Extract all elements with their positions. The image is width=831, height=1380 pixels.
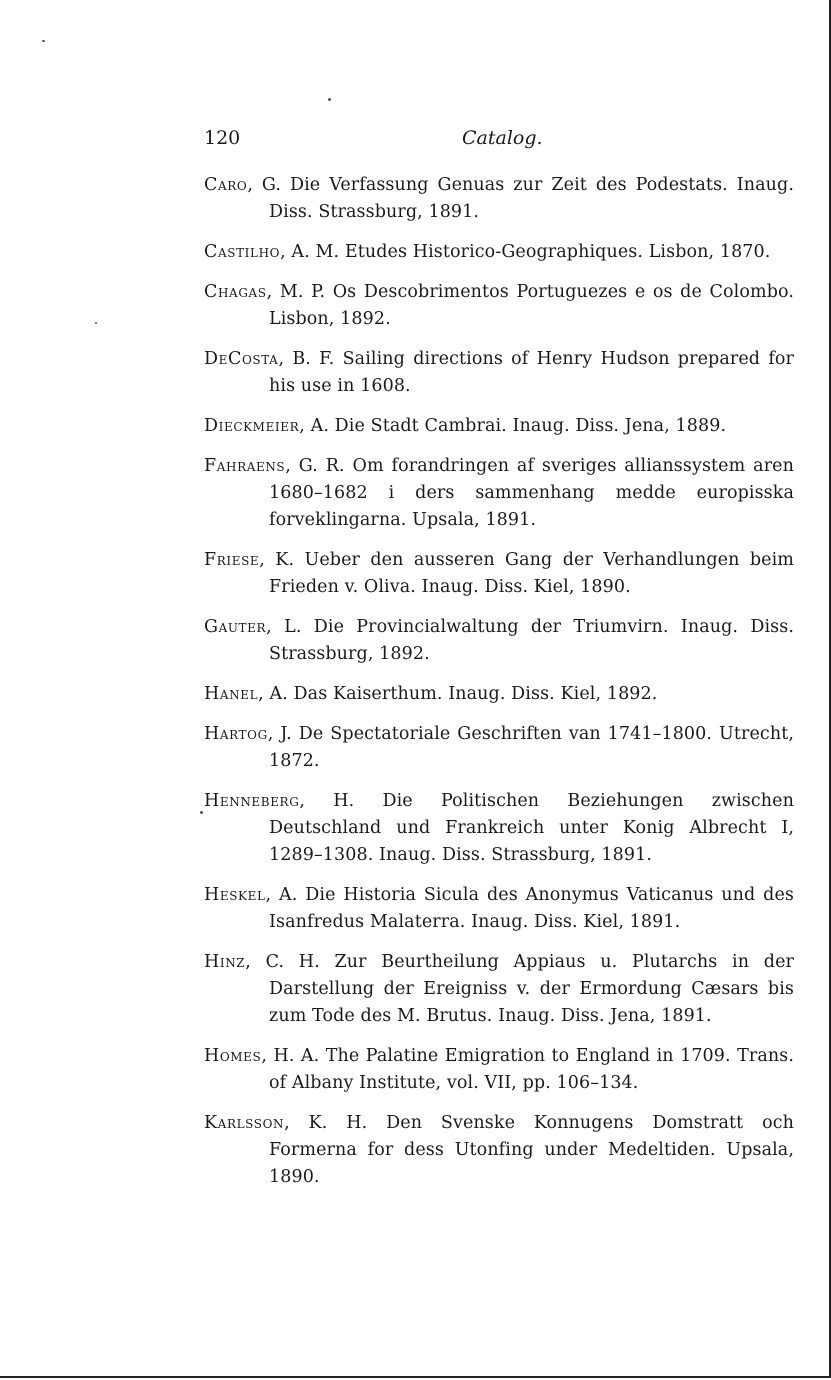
entry-details: , K. H. Den Svenske Konnugens Domstratt och Formerna for dess Utonfing under Medeltiden. Upsala, 1890. bbox=[269, 1113, 794, 1187]
author-surname: Castilho bbox=[204, 242, 281, 262]
entry-details: , L. Die Provincialwaltung der Triumvirn. Inaug. Diss. Strassburg, 1892. bbox=[266, 617, 794, 664]
author-surname: Heskel bbox=[204, 885, 266, 905]
author-surname: Hanel bbox=[204, 684, 259, 704]
entry-details: , A. Die Historia Sicula des Anonymus Vaticanus und des Isanfredus Malaterra. Inaug. Diss. Kiel, 1891. bbox=[265, 885, 794, 932]
entry-details: , C. H. Zur Beurtheilung Appiaus u. Plutarchs in der Darstellung der Ereigniss v. der Ermordung Cæsars bis zum Tode des M. Brutus. Inaug. Diss. Jena, 1891. bbox=[245, 952, 794, 1026]
entry-details: , H. A. The Palatine Emigration to England in 1709. Trans. of Albany Institute, vol. VII, pp. 106–134. bbox=[261, 1046, 794, 1093]
catalog-entry bbox=[204, 681, 794, 708]
entry-details: , G. Die Verfassung Genuas zur Zeit des Podestats. Inaug. Diss. Strassburg, 1891. bbox=[247, 175, 794, 222]
catalog-entry bbox=[204, 1043, 794, 1097]
catalog-entry bbox=[204, 547, 794, 601]
author-surname: Homes bbox=[204, 1046, 262, 1066]
author-surname: Gauter bbox=[204, 617, 267, 637]
author-surname: Chagas bbox=[204, 282, 267, 302]
author-surname: Friese bbox=[204, 550, 260, 570]
author-surname: Henneberg bbox=[204, 791, 300, 811]
entry-details: , A. M. Etudes Historico-Geographiques. Lisbon, 1870. bbox=[280, 242, 771, 262]
catalog-entry bbox=[204, 882, 794, 936]
author-surname: Hinz bbox=[204, 952, 246, 972]
author-surname: Karlsson bbox=[204, 1113, 285, 1133]
page-number: 120 bbox=[204, 127, 241, 149]
catalog-entry bbox=[204, 172, 794, 226]
catalog-entry bbox=[204, 614, 794, 668]
entry-details: , J. De Spectatoriale Geschriften van 1741–1800. Utrecht, 1872. bbox=[267, 724, 794, 771]
catalog-entries bbox=[204, 172, 794, 1204]
author-surname: Hartog bbox=[204, 724, 268, 744]
scan-speck bbox=[42, 40, 45, 42]
catalog-entry bbox=[204, 453, 794, 534]
running-title: Catalog. bbox=[462, 127, 543, 149]
author-surname: Dieckmeier bbox=[204, 416, 300, 436]
author-surname: DeCosta bbox=[204, 349, 279, 369]
entry-details: , A. Das Kaiserthum. Inaug. Diss. Kiel, 1892. bbox=[258, 684, 658, 704]
catalog-entry bbox=[204, 721, 794, 775]
entry-details: , A. Die Stadt Cambrai. Inaug. Diss. Jena, 1889. bbox=[299, 416, 727, 436]
entry-details: , G. R. Om forandringen af sveriges allianssystem aren 1680–1682 i ders sammenhang medde europisska forveklingarna. Upsala, 1891. bbox=[269, 456, 794, 530]
catalog-entry bbox=[204, 239, 794, 266]
entry-details: , B. F. Sailing directions of Henry Hudson prepared for his use in 1608. bbox=[269, 349, 794, 396]
scan-speck bbox=[200, 811, 203, 814]
entry-details: , M. P. Os Descobrimentos Portuguezes e os de Colombo. Lisbon, 1892. bbox=[266, 282, 794, 329]
catalog-entry bbox=[204, 279, 794, 333]
page-header bbox=[204, 127, 794, 157]
entry-details: , H. Die Politischen Beziehungen zwischen Deutschland und Frankreich unter Konig Albrecht I, 1289–1308. Inaug. Diss. Strassburg, 1891. bbox=[269, 791, 794, 865]
catalog-entry bbox=[204, 346, 794, 400]
author-surname: Fahraens bbox=[204, 456, 286, 476]
catalog-entry bbox=[204, 949, 794, 1030]
author-surname: Caro bbox=[204, 175, 248, 195]
entry-details: , K. Ueber den ausseren Gang der Verhandlungen beim Frieden v. Oliva. Inaug. Diss. Kiel, 1890. bbox=[259, 550, 794, 597]
catalog-entry bbox=[204, 1110, 794, 1191]
scan-speck bbox=[95, 322, 97, 324]
catalog-entry bbox=[204, 413, 794, 440]
scan-speck bbox=[328, 98, 331, 101]
catalog-entry bbox=[204, 788, 794, 869]
